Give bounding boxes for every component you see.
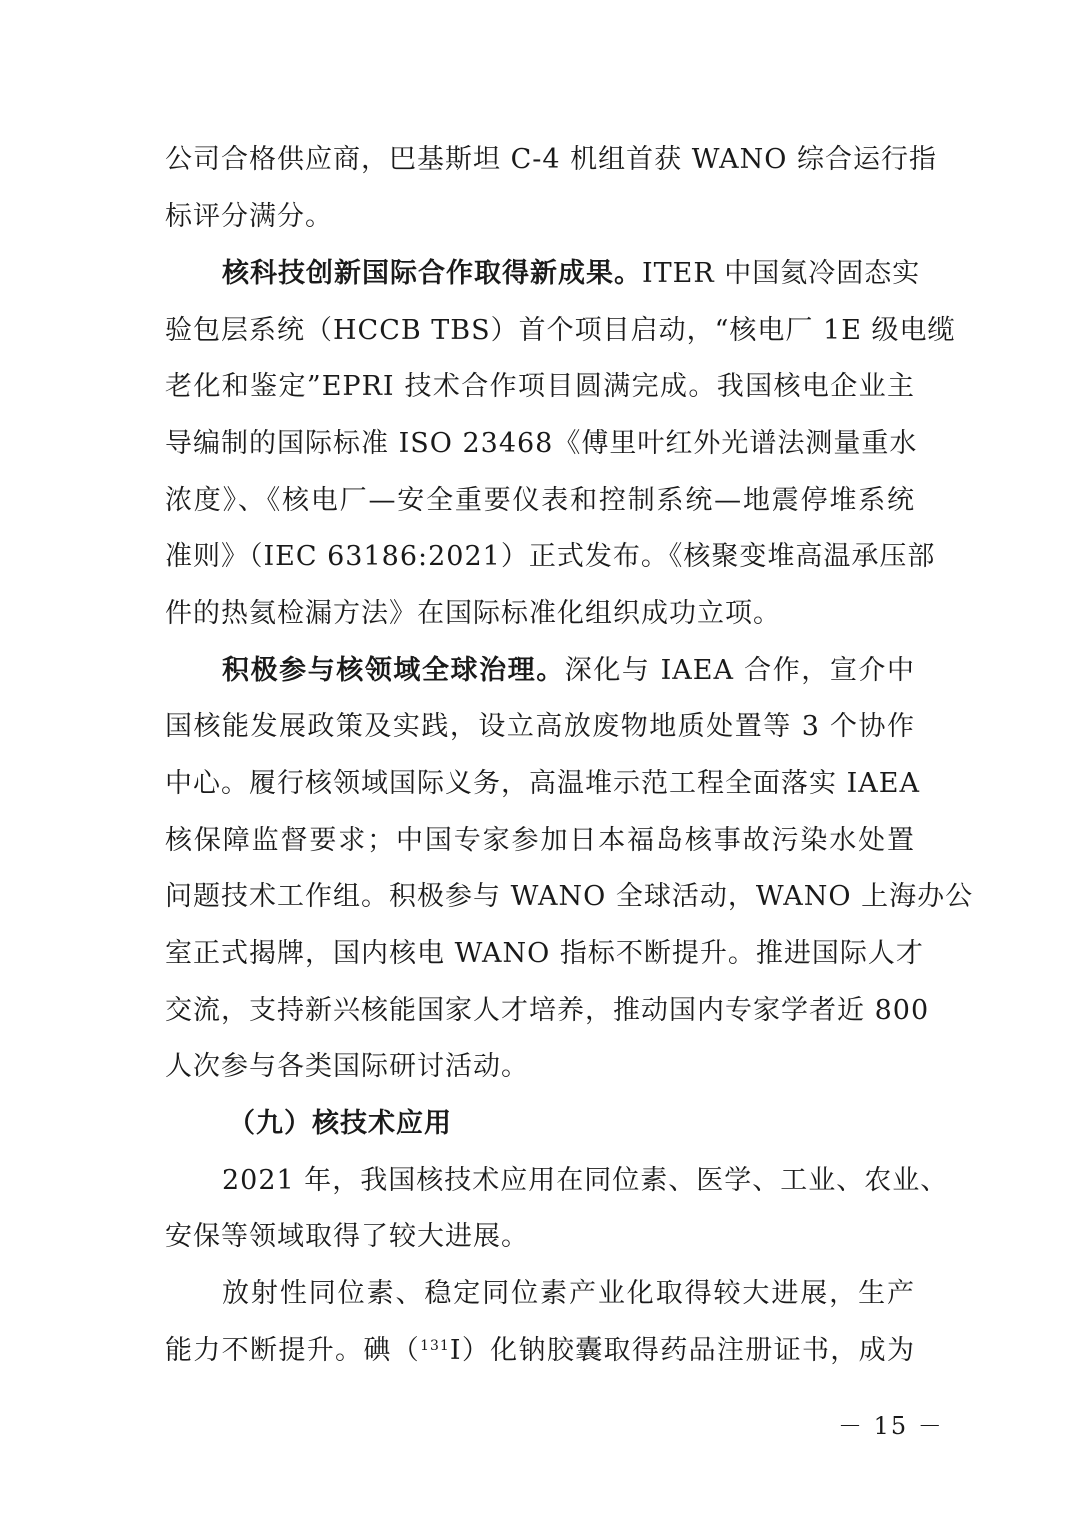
paragraph-text: 深化与 IAEA 合作，宣介中 xyxy=(564,655,915,686)
paragraph-line: 核保障监督要求；中国专家参加日本福岛核事故污染水处置 xyxy=(165,825,915,856)
paragraph-text: ITER 中国氦冷固态实 xyxy=(642,258,921,289)
paragraph-line: 导编制的国际标准 ISO 23468《傅里叶红外光谱法测量重水 xyxy=(165,428,918,459)
paragraph-heading: 核科技创新国际合作取得新成果。 xyxy=(222,258,642,289)
paragraph-line: 浓度》、《核电厂—安全重要仪表和控制系统—地震停堆系统 xyxy=(165,485,915,516)
paragraph-line: 老化和鉴定”EPRI 技术合作项目圆满完成。我国核电企业主 xyxy=(165,371,915,402)
paragraph-line: 室正式揭牌，国内核电 WANO 指标不断提升。推进国际人才 xyxy=(165,938,924,969)
paragraph-line: 2021 年，我国核技术应用在同位素、医学、工业、农业、 xyxy=(222,1165,949,1196)
paragraph-line: 问题技术工作组。积极参与 WANO 全球活动，WANO 上海办公 xyxy=(165,881,974,912)
paragraph-line xyxy=(165,1331,915,1371)
paragraph-line xyxy=(222,254,921,294)
paragraph-text: I）化钠胶囊取得药品注册证书，成为 xyxy=(449,1335,915,1366)
paragraph-line: 人次参与各类国际研讨活动。 xyxy=(165,1051,529,1082)
page-number: － 15 － xyxy=(838,1412,944,1440)
paragraph-line: 中心。履行核领域国际义务，高温堆示范工程全面落实 IAEA xyxy=(165,768,920,799)
paragraph-text: 能力不断提升。碘（ xyxy=(165,1335,421,1366)
paragraph-line: 验包层系统（HCCB TBS）首个项目启动，“核电厂 1E 级电缆 xyxy=(165,315,956,346)
paragraph-line: 交流，支持新兴核能国家人才培养，推动国内专家学者近 800 xyxy=(165,995,930,1026)
paragraph-heading: 积极参与核领域全球治理。 xyxy=(222,655,565,686)
paragraph-line: 标评分满分。 xyxy=(165,201,333,232)
paragraph-line: 件的热氦检漏方法》在国际标准化组织成功立项。 xyxy=(165,598,781,629)
paragraph-line: 安保等领域取得了较大进展。 xyxy=(165,1221,529,1252)
paragraph-line xyxy=(222,651,915,691)
paragraph-line: 放射性同位素、稳定同位素产业化取得较大进展，生产 xyxy=(222,1278,915,1309)
paragraph-line: 准则》（IEC 63186:2021）正式发布。《核聚变堆高温承压部 xyxy=(165,541,936,572)
isotope-superscript: 131 xyxy=(420,1337,450,1354)
paragraph-line: 公司合格供应商，巴基斯坦 C-4 机组首获 WANO 综合运行指 xyxy=(165,144,937,175)
paragraph-line: 国核能发展政策及实践，设立高放废物地质处置等 3 个协作 xyxy=(165,711,915,742)
section-title: （九）核技术应用 xyxy=(228,1108,452,1139)
